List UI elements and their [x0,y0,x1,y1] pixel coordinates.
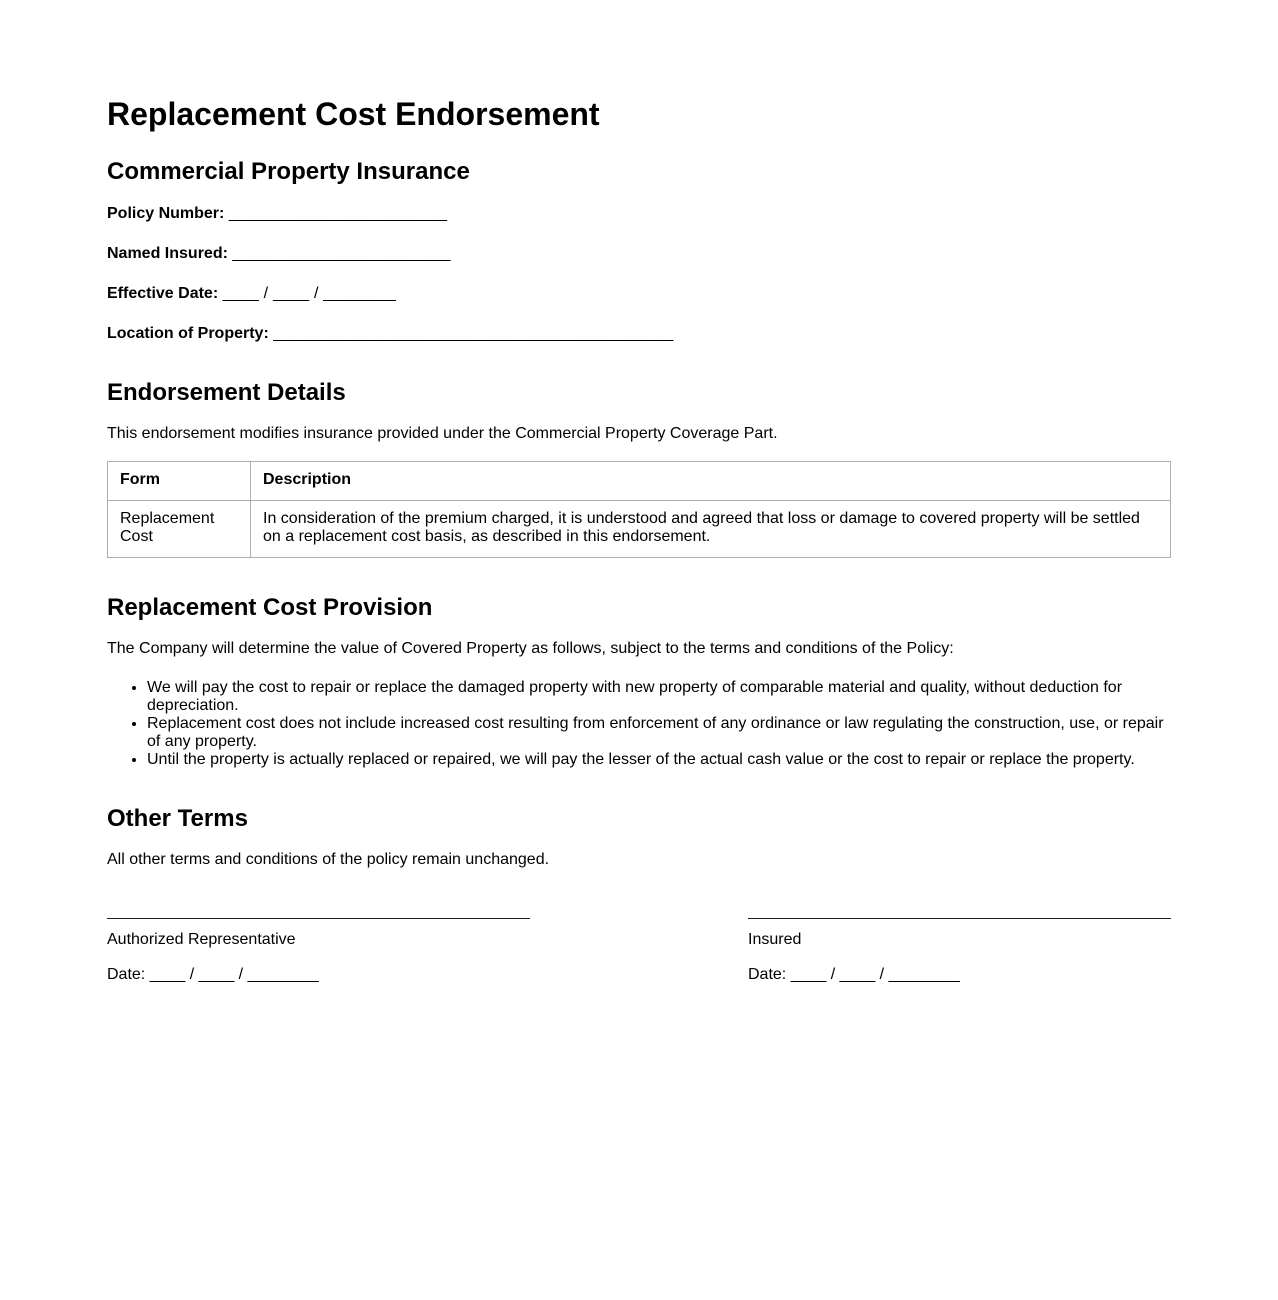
endorsement-table [107,461,1171,558]
other-terms-body: All other terms and conditions of the policy remain unchanged. [107,850,550,868]
provision-bullet: • Replacement cost does not include increased cost resulting from enforcement of any ordinance or law regulating the construction, use, or repair of any property. [147,715,1171,751]
endorsement-details-heading: Endorsement Details [107,379,346,406]
named-insured-label: Named Insured: [107,245,228,262]
other-terms-heading: Other Terms [107,804,248,832]
table-cell-description: In consideration of the premium charged, it is understood and agreed that loss or damage to covered property will be settled on a replacement cost basis, as described in this endorsement. [251,500,1171,557]
provision-bullet: • We will pay the cost to repair or replace the damaged property with new property of comparable material and quality, without deduction for depreciation. [147,679,1171,715]
location-of-property-blank: ____________________________________________ [273,325,674,342]
insured-signature-block [748,918,1171,984]
authorized-representative-date-field [107,965,530,984]
authorized-representative-date-label: Date: [107,965,146,983]
named-insured-blank: ________________________ [232,245,451,262]
effective-date-blank: ____ / ____ / ________ [222,285,397,302]
provision-intro: The Company will determine the value of Covered Property as follows, subject to the terms and conditions of the Policy: [107,639,954,657]
provision-heading: Replacement Cost Provision [107,593,433,621]
policy-number-blank: ________________________ [228,205,448,222]
effective-date-field [107,284,1171,303]
insured-role-label: Insured [748,930,802,948]
table-row [108,500,1171,557]
authorized-representative-role-label: Authorized Representative [107,930,296,948]
authorized-representative-signature-line [107,918,530,919]
policy-number-field [107,204,1171,223]
endorsement-details-intro: This endorsement modifies insurance provided under the Commercial Property Coverage Part. [107,425,778,442]
insured-date-blank: ____ / ____ / ________ [790,965,960,983]
insured-date-field [748,965,1171,984]
table-header-form: Form [108,462,251,501]
location-of-property-field [107,324,1171,343]
provision-bullet: • Until the property is actually replaced or repaired, we will pay the lesser of the actual cash value or the cost to repair or replace the property. [147,751,1171,769]
named-insured-field [107,244,1171,263]
location-of-property-label: Location of Property: [107,325,269,342]
insured-signature-line [748,918,1171,919]
effective-date-label: Effective Date: [107,285,219,302]
signature-section [107,918,1171,984]
insured-date-label: Date: [748,965,787,983]
policy-number-label: Policy Number: [107,205,225,222]
table-cell-form: Replacement Cost [108,500,251,557]
document-title: Replacement Cost Endorsement [107,96,600,132]
document-subtitle: Commercial Property Insurance [107,158,470,185]
table-header-description: Description [251,462,1171,501]
provision-bullet-list [107,679,1171,769]
authorized-representative-signature-block [107,918,530,984]
authorized-representative-date-blank: ____ / ____ / ________ [149,965,319,983]
table-header-row [108,462,1171,501]
